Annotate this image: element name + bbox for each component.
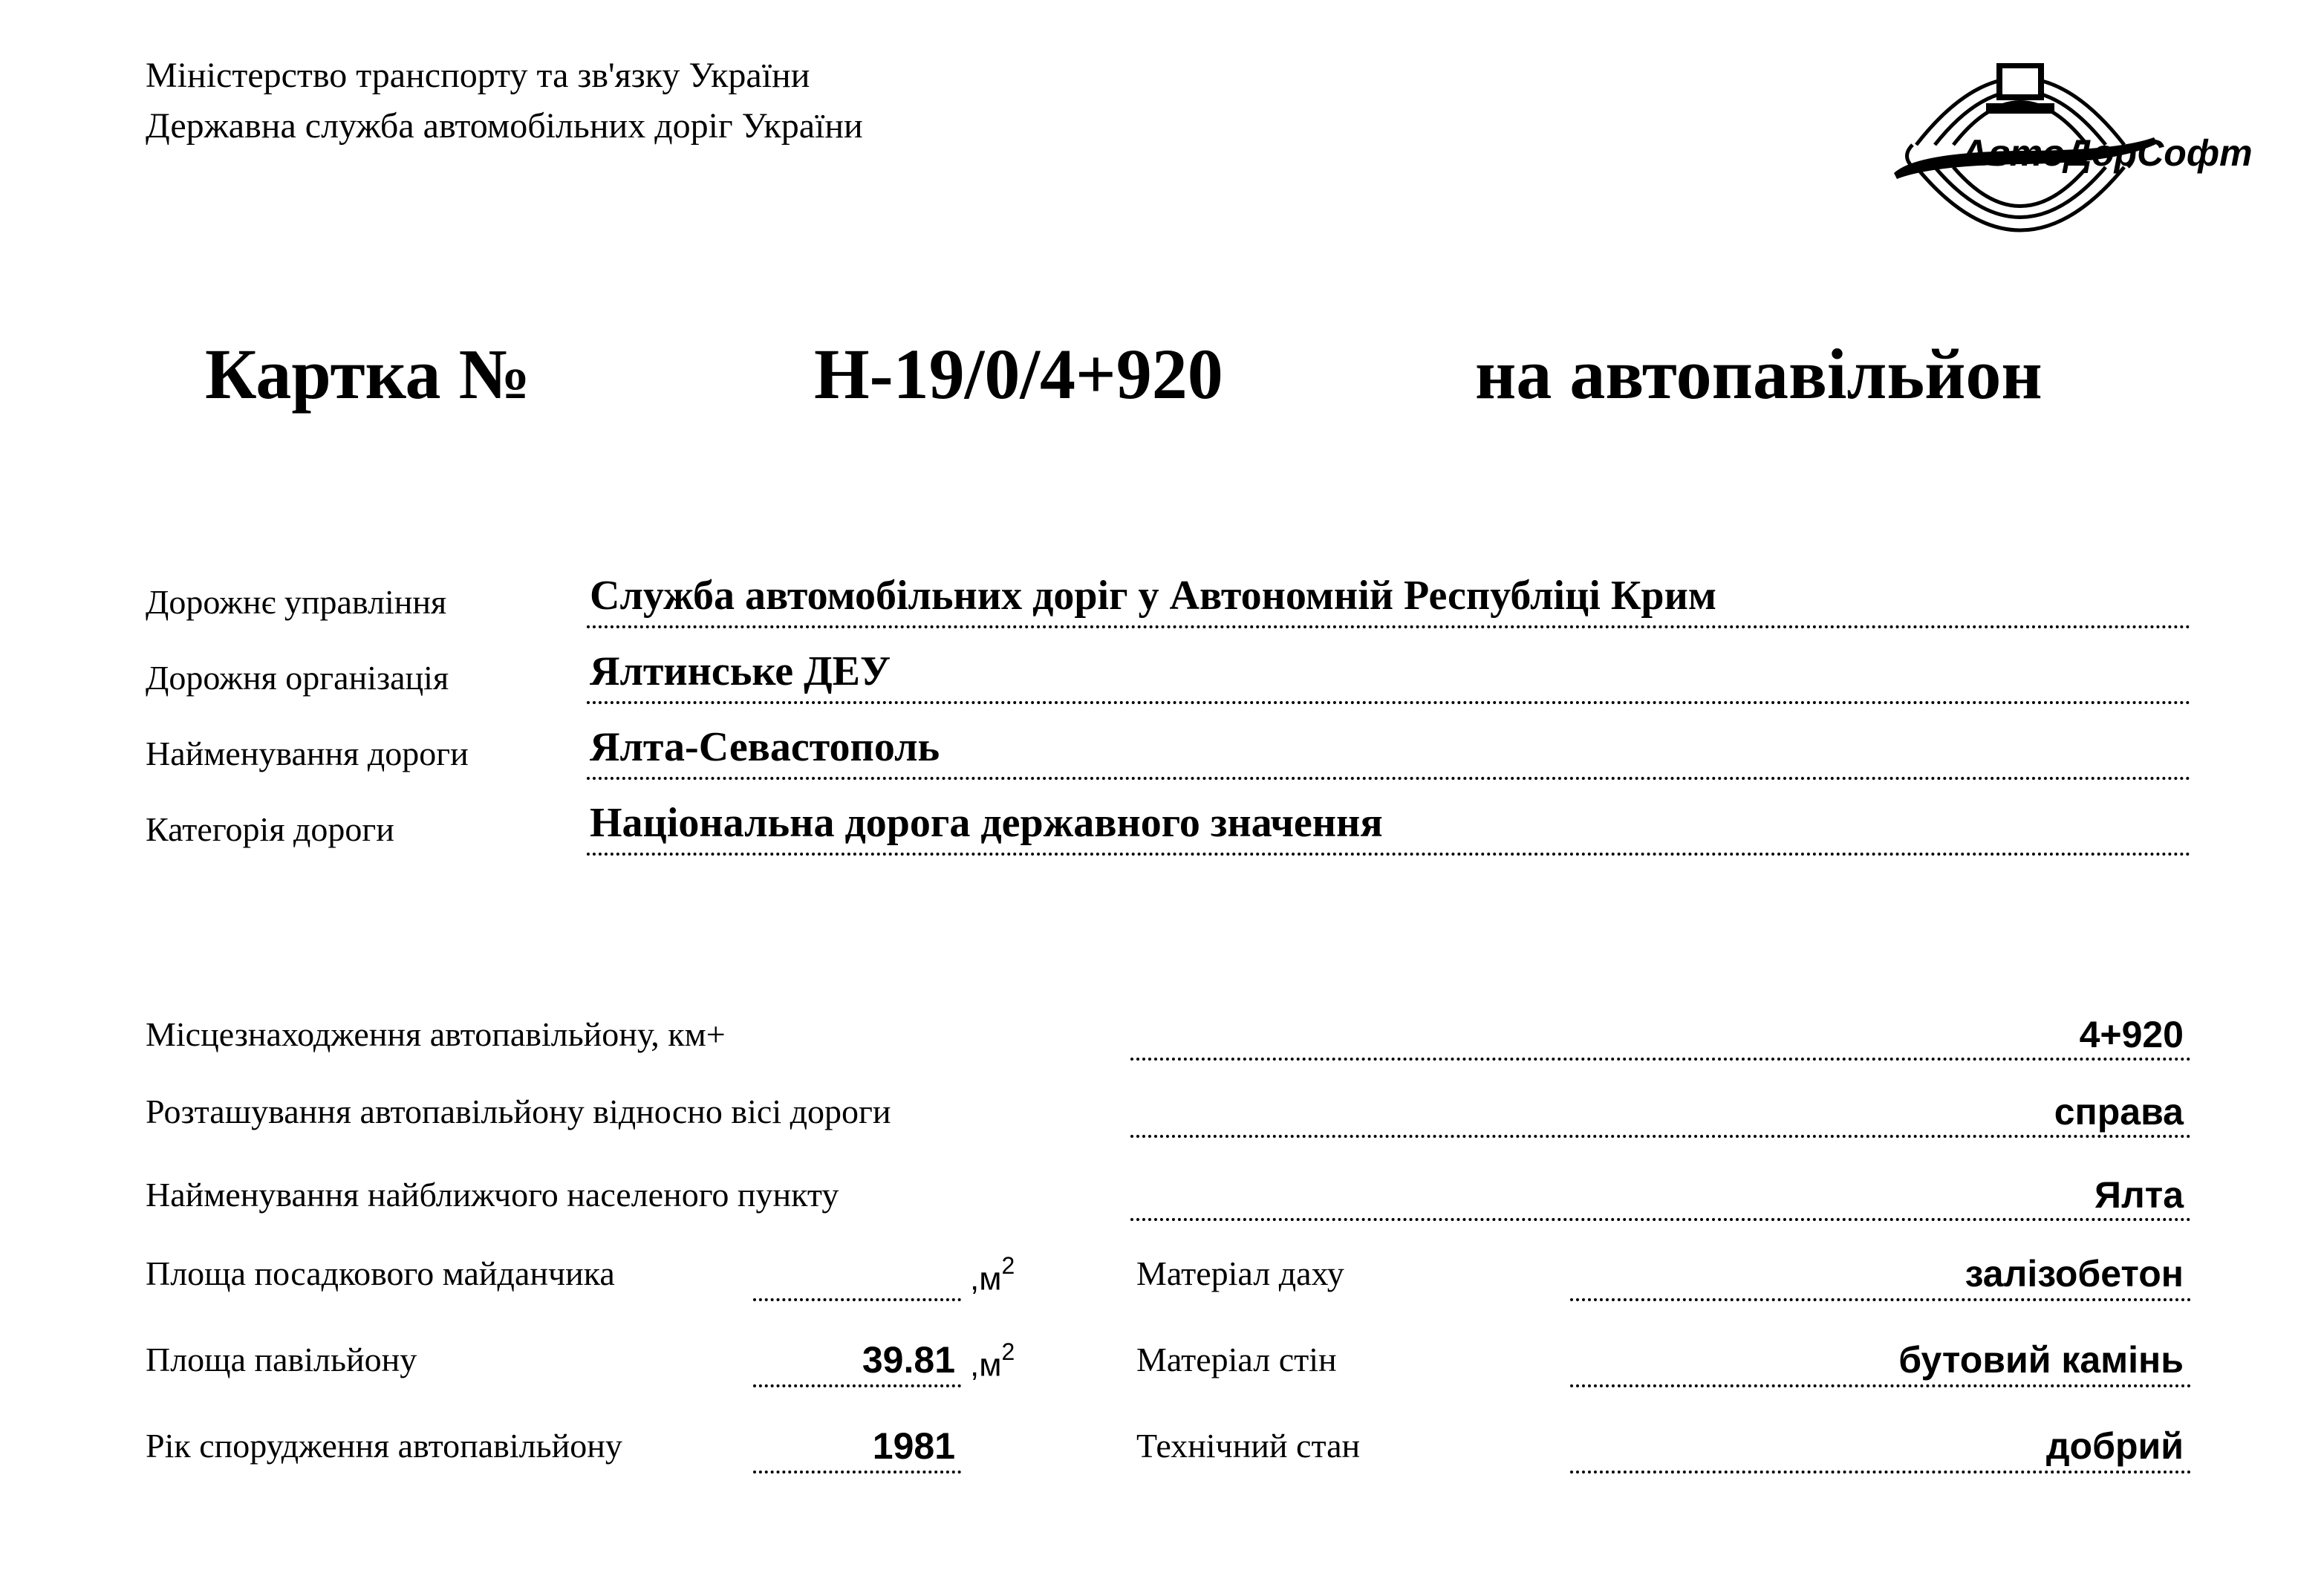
company-logo bbox=[1872, 41, 2253, 264]
pavilion-area-unit: $,м^2$ bbox=[970, 1338, 1015, 1384]
build-year-line bbox=[753, 1471, 961, 1474]
pavilion-area-line bbox=[753, 1384, 961, 1387]
location-line bbox=[1130, 1058, 2191, 1061]
ministry-name: Міністерство транспорту та зв'язку України bbox=[146, 56, 810, 95]
build-year-value: 1981 bbox=[872, 1425, 955, 1467]
wall-material-value: бутовий камінь bbox=[1898, 1339, 2184, 1381]
settlement-value: Ялта bbox=[2094, 1174, 2184, 1216]
location-value: 4+920 bbox=[2079, 1014, 2184, 1055]
card-label: Картка № bbox=[205, 334, 530, 414]
position-line bbox=[1130, 1135, 2191, 1138]
wall-material-label: Матеріал стін bbox=[1136, 1341, 1337, 1378]
road-name-line bbox=[587, 777, 2191, 780]
road-admin-value: Служба автомобільних доріг у Автономній Республіці Крим bbox=[590, 573, 1716, 619]
road-org-value: Ялтинське ДЕУ bbox=[590, 648, 891, 694]
settlement-label: Найменування найближчого населеного пункту bbox=[146, 1176, 839, 1214]
logo-text: АвтоДорСофт bbox=[1961, 132, 2253, 174]
road-org-line bbox=[587, 701, 2191, 704]
pavilion-area-label: Площа павільйону bbox=[146, 1341, 417, 1378]
tech-state-value: добрий bbox=[2045, 1425, 2184, 1467]
tech-state-label: Технічний стан bbox=[1136, 1427, 1361, 1465]
road-org-label: Дорожня організація bbox=[146, 659, 449, 697]
road-name-value: Ялта-Севастополь bbox=[590, 724, 940, 770]
roof-material-line bbox=[1570, 1298, 2191, 1301]
platform-area-unit: $,м^2$ bbox=[970, 1252, 1015, 1297]
road-admin-line bbox=[587, 625, 2191, 628]
road-admin-label: Дорожнє управління bbox=[146, 583, 447, 621]
road-category-value: Національна дорога державного значення bbox=[590, 800, 1383, 846]
service-name: Державна служба автомобільних доріг України bbox=[146, 106, 863, 146]
platform-area-line bbox=[753, 1298, 961, 1301]
tech-state-line bbox=[1570, 1471, 2191, 1474]
road-name-label: Найменування дороги bbox=[146, 735, 469, 772]
pavilion-area-value: 39.81 bbox=[862, 1339, 955, 1381]
road-category-line bbox=[587, 853, 2191, 856]
card-number: Н-19/0/4+920 bbox=[814, 334, 1223, 414]
wall-material-line bbox=[1570, 1384, 2191, 1387]
build-year-label: Рік спорудження автопавільйону bbox=[146, 1427, 622, 1465]
position-label: Розташування автопавільйону відносно вісі дороги bbox=[146, 1093, 891, 1130]
road-category-label: Категорія дороги bbox=[146, 810, 394, 848]
location-label: Місцезнаходження автопавільйону, км+ bbox=[146, 1015, 726, 1053]
platform-area-label: Площа посадкового майданчика bbox=[146, 1254, 615, 1292]
card-object: на автопавільйон bbox=[1475, 334, 2043, 414]
roof-material-value: залізобетон bbox=[1965, 1253, 2184, 1295]
roof-material-label: Матеріал даху bbox=[1136, 1254, 1344, 1292]
globe-computer-logo-icon bbox=[1872, 41, 2253, 264]
settlement-line bbox=[1130, 1218, 2191, 1221]
position-value: справа bbox=[2054, 1091, 2184, 1133]
